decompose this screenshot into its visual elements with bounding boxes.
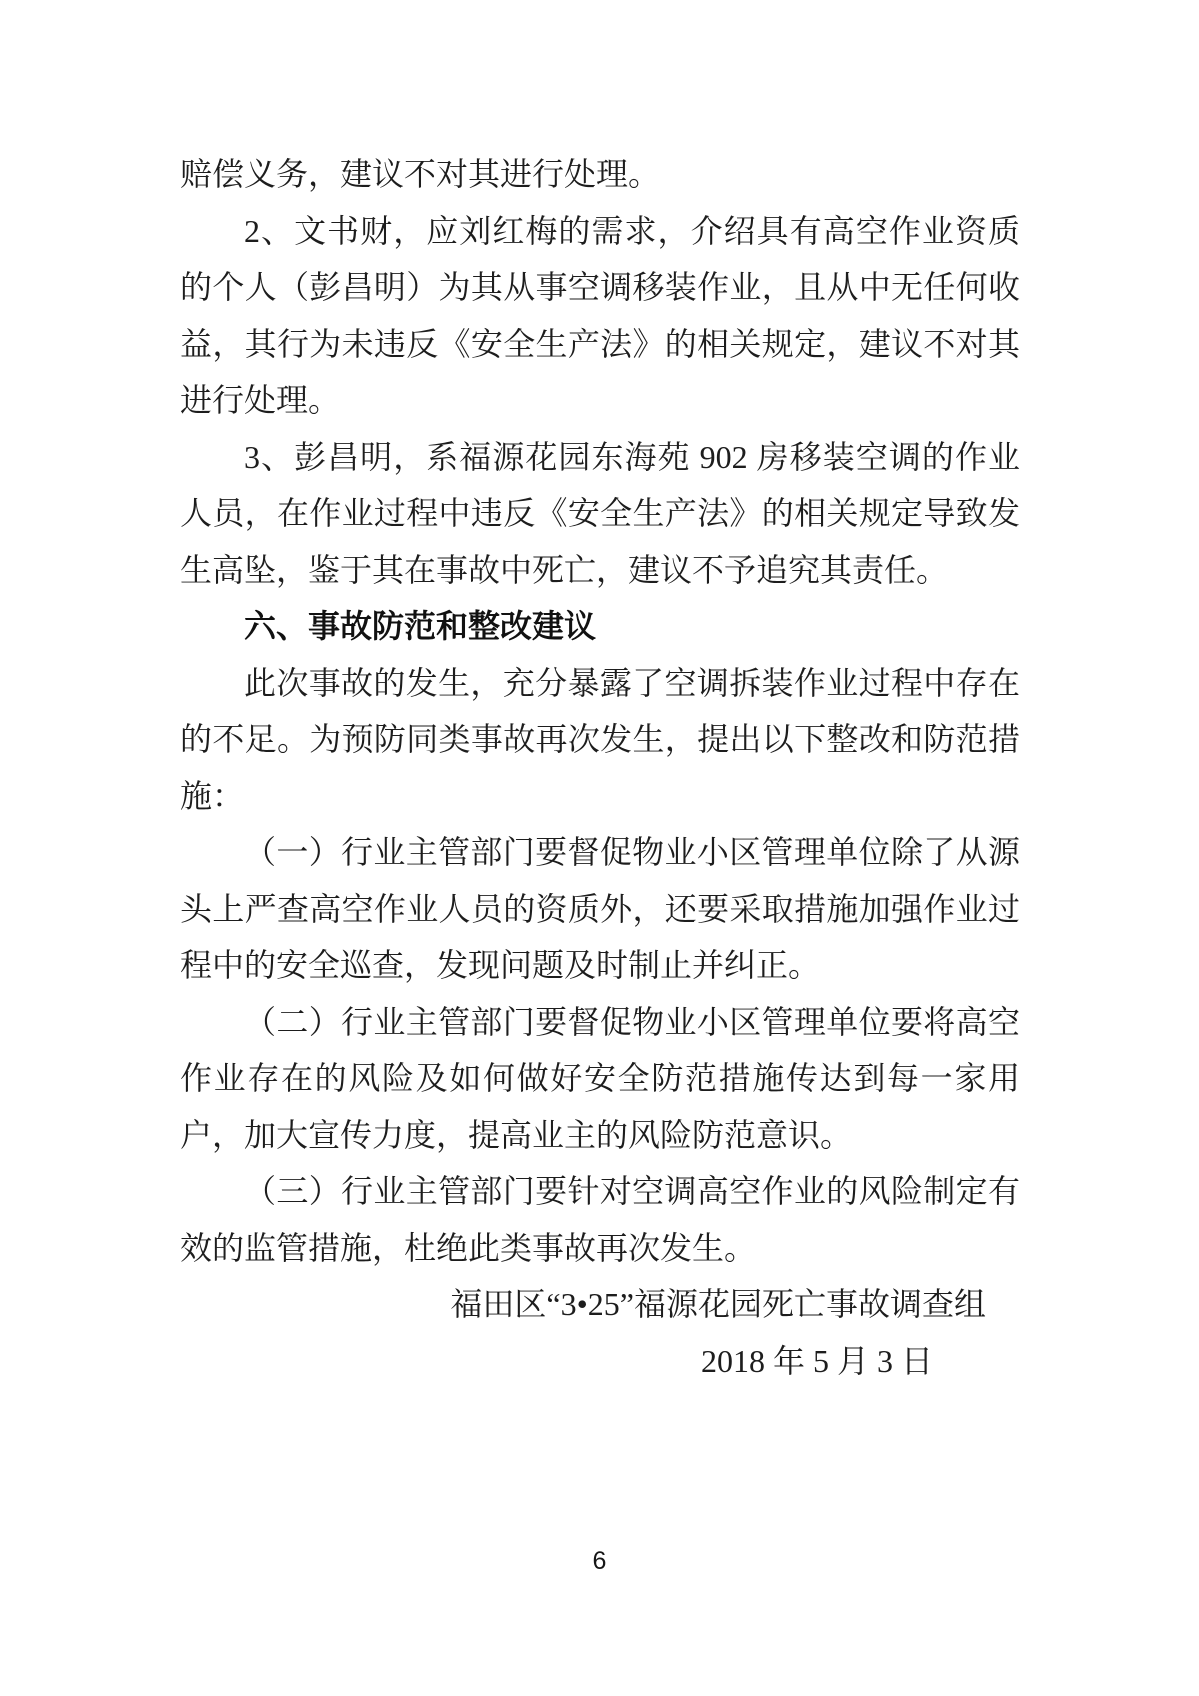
section-paragraph-2: （二）行业主管部门要督促物业小区管理单位要将高空作业存在的风险及如何做好安全防范措施传达到每一家用户，加大宣传力度，提高业主的风险防范意识。 (180, 1003, 1020, 1153)
signature-line: 福田区“3•25”福源花园死亡事故调查组 (450, 1286, 986, 1322)
document-body (180, 146, 1020, 1389)
paragraph-continuation: 赔偿义务，建议不对其进行处理。 (180, 156, 661, 192)
section-heading: 六、事故防范和整改建议 (244, 608, 597, 644)
paragraph-item-3: 3、彭昌明，系福源花园东海苑 902 房移装空调的作业人员，在作业过程中违反《安全生产法》的相关规定导致发生高坠，鉴于其在事故中死亡，建议不予追究其责任。 (180, 438, 1020, 588)
date-line: 2018 年 5 月 3 日 (700, 1342, 933, 1379)
section-paragraph-3: （三）行业主管部门要针对空调高空作业的风险制定有效的监管措施，杜绝此类事故再次发生。 (180, 1173, 1020, 1266)
section-paragraph-intro: 此次事故的发生，充分暴露了空调拆装作业过程中存在的不足。为预防同类事故再次发生，提出以下整改和防范措施： (180, 664, 1020, 814)
section-paragraph-1: （一）行业主管部门要督促物业小区管理单位除了从源头上严查高空作业人员的资质外，还要采取措施加强作业过程中的安全巡查，发现问题及时制止并纠正。 (180, 834, 1020, 983)
page-number: 6 (592, 1547, 607, 1575)
paragraph-item-2: 2、文书财，应刘红梅的需求，介绍具有高空作业资质的个人（彭昌明）为其从事空调移装作业，且从中无任何收益，其行为未违反《安全生产法》的相关规定，建议不对其进行处理。 (180, 212, 1020, 418)
